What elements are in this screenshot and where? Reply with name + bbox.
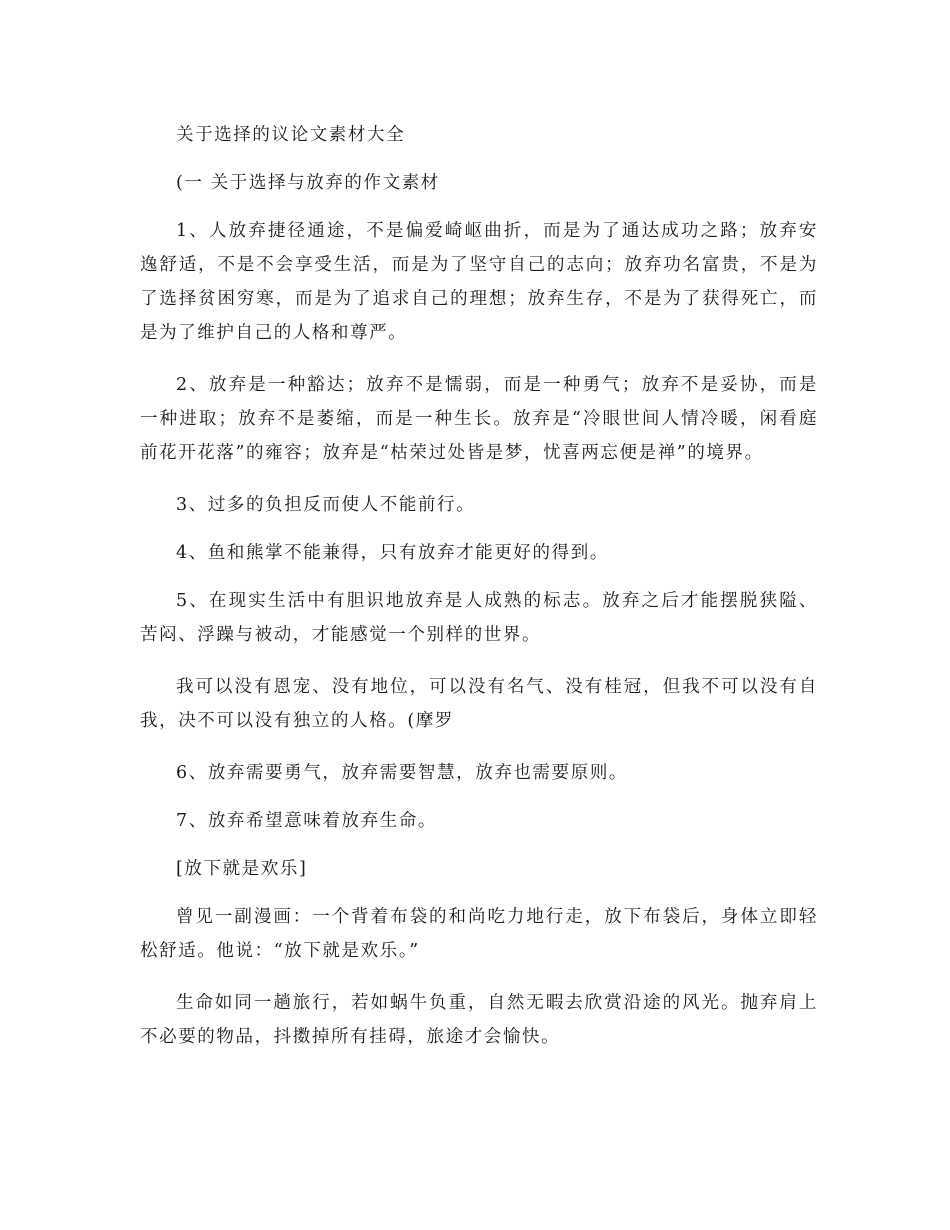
subsection-heading: [放下就是欢乐] [176,859,308,879]
paragraph-journey: 生命如同一趟旅行，若如蜗牛负重，自然无暇去欣赏沿途的风光。抛弃肩上不必要的物品，抖擞掉所有挂碍，旅途才会愉快。 [140,993,818,1047]
document-title: 关于选择的议论文素材大全 [176,125,406,145]
paragraph-cartoon: 曾见一副漫画：一个背着布袋的和尚吃力地行走，放下布袋后，身体立即轻松舒适。他说：“放下就是欢乐。” [140,907,818,961]
quote-paragraph: 我可以没有恩宠、没有地位，可以没有名气、没有桂冠，但我不可以没有自我，决不可以没有独立的人格。(摩罗 [140,677,818,731]
paragraph-5: 5、在现实生活中有胆识地放弃是人成熟的标志。放弃之后才能摆脱狭隘、苦闷、浮躁与被动，才能感觉一个别样的世界。 [140,591,818,645]
paragraph-7: 7、放弃希望意味着放弃生命。 [176,811,438,831]
section-heading: (一 关于选择与放弃的作文素材 [176,173,440,193]
paragraph-6: 6、放弃需要勇气，放弃需要智慧，放弃也需要原则。 [176,763,629,783]
paragraph-3: 3、过多的负担反而使人不能前行。 [176,495,476,515]
paragraph-1: 1、人放弃捷径通途，不是偏爱崎岖曲折，而是为了通达成功之路；放弃安逸舒适，不是不会享受生活，而是为了坚守自己的志向；放弃功名富贵，不是为了选择贫困穷寒，而是为了追求自己的理想；放弃生存，不是为了获得死亡，而是为了维护自己的人格和尊严。 [140,221,818,343]
paragraph-2: 2、放弃是一种豁达；放弃不是懦弱，而是一种勇气；放弃不是妥协，而是一种进取；放弃不是萎缩，而是一种生长。放弃是“冷眼世间人情冷暖，闲看庭前花开花落”的雍容；放弃是“枯荣过处皆是梦，忧喜两忘便是禅”的境界。 [140,375,818,463]
paragraph-4: 4、鱼和熊掌不能兼得，只有放弃才能更好的得到。 [176,543,609,563]
